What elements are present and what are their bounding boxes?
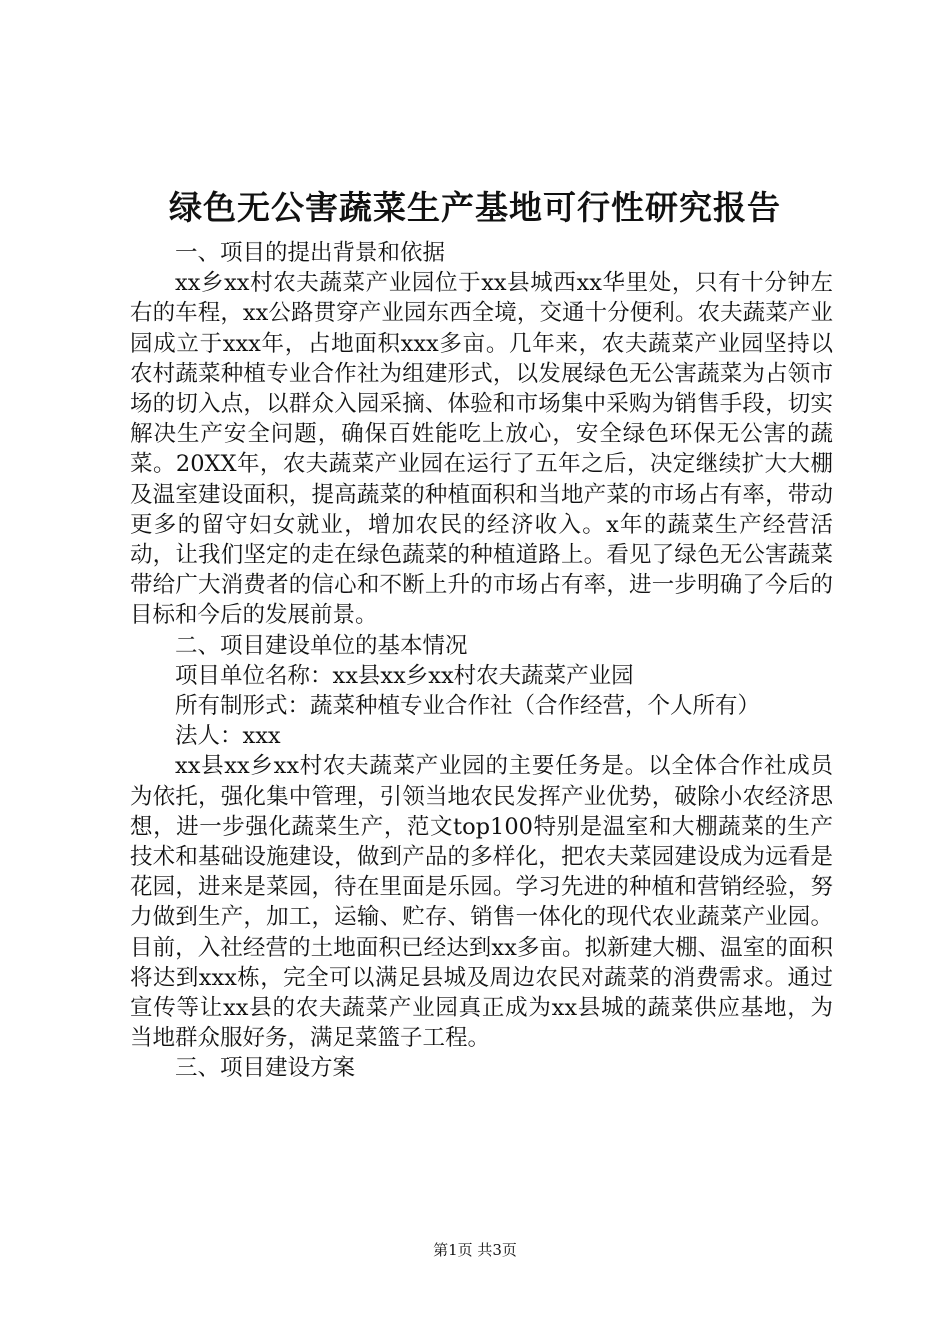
document-title: 绿色无公害蔬菜生产基地可行性研究报告 (169, 188, 781, 227)
paragraph-background: xx乡xx村农夫蔬菜产业园位于xx县城西xx华里处，只有十分钟左右的车程，xx公路贯穿产业园东西全境，交通十分便利。农夫蔬菜产业园成立于xxx年，占地面积xxx多亩。几年来，农夫蔬菜产业园坚持以农村蔬菜种植专业合作社为组建形式，以发展绿色无公害蔬菜为占领市场的切入点，以群众入园采摘、体验和市场集中采购为销售手段，切实解决生产安全问题，确保百姓能吃上放心，安全绿色环保无公害的蔬菜。20XX年，农夫蔬菜产业园在运行了五年之后，决定继续扩大大棚及温室建设面积，提高蔬菜的种植面积和当地产菜的市场占有率，带动更多的留守妇女就业，增加农民的经济收入。x年的蔬菜生产经营活动，让我们坚定的走在绿色蔬菜的种植道路上。看见了绿色无公害蔬菜带给广大消费者的信心和不断上升的市场占有率，进一步明确了今后的目标和今后的发展前景。 (130, 270, 833, 629)
paragraph-unit-name: 项目单位名称：xx县xx乡xx村农夫蔬菜产业园 (175, 662, 634, 689)
section-heading-unit-info: 二、项目建设单位的基本情况 (175, 632, 468, 659)
section-heading-construction-plan: 三、项目建设方案 (175, 1055, 356, 1082)
paragraph-legal-person: 法人：xxx (175, 723, 281, 750)
paragraph-ownership: 所有制形式：蔬菜种植专业合作社（合作经营，个人所有） (175, 693, 761, 720)
document-body (130, 238, 833, 1084)
page-footer: 第1页 共3页 (433, 1241, 517, 1259)
paragraph-main-tasks: xx县xx乡xx村农夫蔬菜产业园的主要任务是。以全体合作社成员为依托，强化集中管理，引领当地农民发挥产业优势，破除小农经济思想，进一步强化蔬菜生产，范文top100特别是温室和大棚蔬菜的生产技术和基础设施建设，做到产品的多样化，把农夫菜园建设成为远看是花园，进来是菜园，待在里面是乐园。学习先进的种植和营销经验，努力做到生产，加工，运输、贮存、销售一体化的现代农业蔬菜产业园。目前，入社经营的土地面积已经达到xx多亩。拟新建大棚、温室的面积将达到xxx栋，完全可以满足县城及周边农民对蔬菜的消费需求。通过宣传等让xx县的农夫蔬菜产业园真正成为xx县城的蔬菜供应基地，为当地群众服好务，满足菜篮子工程。 (130, 753, 833, 1052)
section-heading-background: 一、项目的提出背景和依据 (175, 240, 446, 266)
